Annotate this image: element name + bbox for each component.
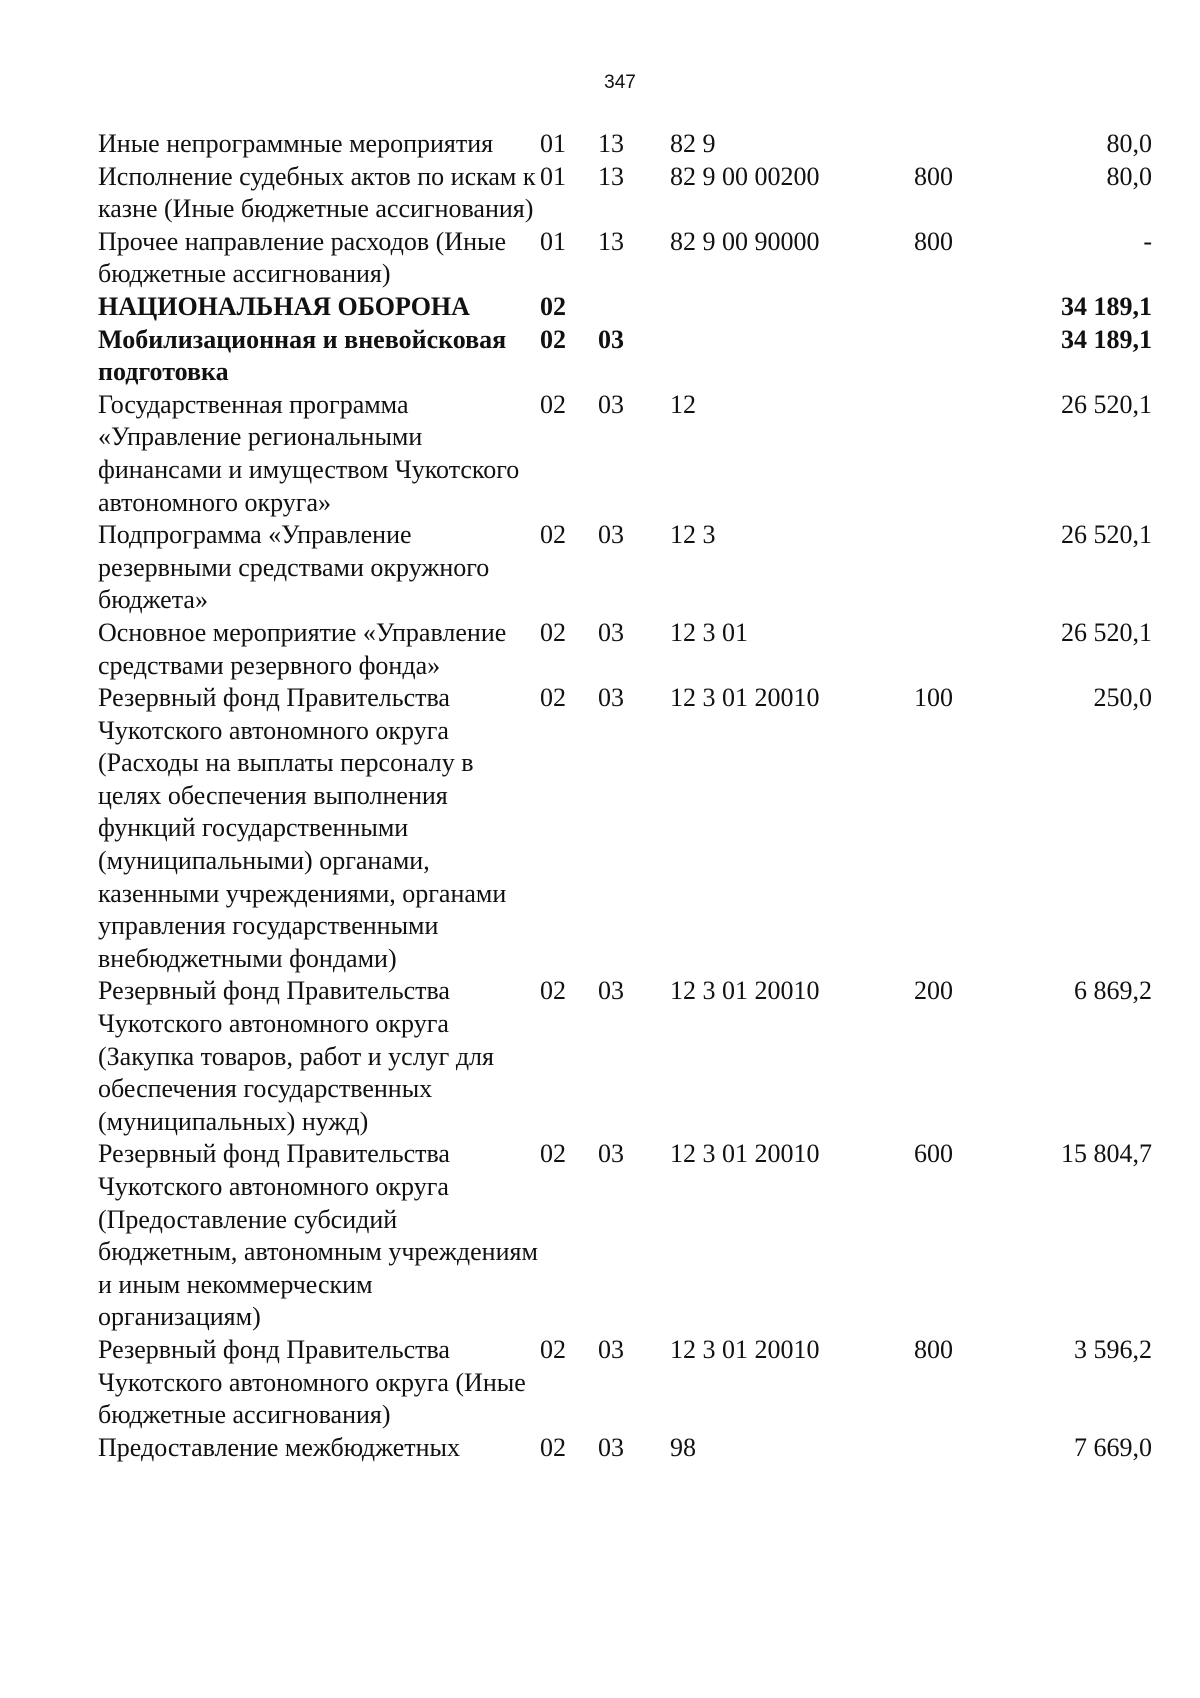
expense-name-cell: Прочее направление расходов (Иные бюджетные ассигнования) — [98, 226, 507, 289]
amount-cell: 3 596,2 — [1074, 1334, 1152, 1364]
subsection-code-cell: 03 — [598, 324, 624, 354]
target-article-cell: 12 3 01 20010 — [670, 976, 820, 1006]
expense-name-cell: Иные непрограммные мероприятия — [98, 129, 494, 158]
expense-name-cell: Резервный фонд Правительства Чукотского автономного округа (Закупка товаров, работ и услуг для обеспечения государственных (муниципальных) нужд) — [98, 976, 494, 1136]
table-row — [98, 161, 1152, 226]
expense-type-cell — [914, 128, 1004, 161]
section-code-cell: 02 — [540, 617, 566, 647]
table-row — [98, 682, 1152, 975]
section-code-cell: 01 — [540, 226, 566, 256]
expense-type-cell — [914, 519, 1004, 617]
amount-cell: 34 189,1 — [1061, 291, 1152, 321]
table-body — [98, 128, 1152, 1464]
target-article-cell: 12 — [670, 389, 696, 419]
expense-type-cell — [914, 1432, 1004, 1465]
expense-type-cell: 100 — [914, 683, 953, 713]
expense-name-cell: Предоставление межбюджетных — [98, 1432, 461, 1462]
subsection-code-cell: 03 — [598, 683, 624, 713]
subsection-code-cell — [598, 291, 670, 324]
section-code-cell: 02 — [540, 1432, 566, 1462]
target-article-cell: 82 9 00 00200 — [670, 161, 820, 191]
section-code-cell: 02 — [540, 1139, 566, 1169]
table-row — [98, 975, 1152, 1138]
subsection-code-cell: 03 — [598, 389, 624, 419]
target-article-cell: 12 3 01 20010 — [670, 1334, 820, 1364]
table-row — [98, 519, 1152, 617]
section-code-cell: 02 — [540, 976, 566, 1006]
expense-name-cell: НАЦИОНАЛЬНАЯ ОБОРОНА — [98, 291, 470, 321]
target-article-cell: 12 3 01 20010 — [670, 1139, 820, 1169]
subsection-code-cell: 13 — [598, 161, 624, 191]
section-code-cell: 02 — [540, 520, 566, 550]
expense-type-cell — [914, 291, 1004, 324]
section-code-cell: 02 — [540, 291, 566, 321]
expense-type-cell: 800 — [914, 1334, 953, 1364]
table-row — [98, 291, 1152, 324]
target-article-cell: 12 3 01 20010 — [670, 683, 820, 713]
amount-cell: - — [1143, 226, 1152, 256]
expense-name-cell: Основное мероприятие «Управление средствами резервного фонда» — [98, 617, 507, 680]
expense-type-cell — [914, 389, 1004, 519]
expense-type-cell: 600 — [914, 1139, 953, 1169]
target-article-cell: 82 9 00 90000 — [670, 226, 820, 256]
amount-cell: 26 520,1 — [1061, 389, 1152, 419]
subsection-code-cell: 13 — [598, 129, 624, 158]
expense-name-cell: Резервный фонд Правительства Чукотского автономного округа (Иные бюджетные ассигнования) — [98, 1334, 526, 1430]
expense-name-cell: Резервный фонд Правительства Чукотского автономного округа (Расходы на выплаты персоналу в целях обеспечения выполнения функций государственными (муниципальными) органами, казенными учреждениями, органами управления государственными внебюджетными фондами) — [98, 683, 507, 973]
subsection-code-cell: 03 — [598, 976, 624, 1006]
section-code-cell: 01 — [540, 161, 566, 191]
page-number: 347 — [604, 72, 636, 93]
amount-cell: 250,0 — [1093, 683, 1152, 713]
expense-type-cell — [914, 324, 1004, 389]
expense-type-cell: 800 — [914, 226, 953, 256]
amount-cell: 34 189,1 — [1061, 324, 1152, 354]
amount-cell: 15 804,7 — [1061, 1139, 1152, 1169]
target-article-cell: 82 9 — [670, 129, 716, 158]
target-article-cell — [670, 324, 914, 389]
table-row — [98, 128, 1152, 161]
subsection-code-cell: 03 — [598, 1334, 624, 1364]
expense-name-cell: Исполнение судебных актов по искам к казне (Иные бюджетные ассигнования) — [98, 161, 536, 224]
amount-cell: 80,0 — [1106, 161, 1152, 191]
section-code-cell: 02 — [540, 389, 566, 419]
section-code-cell: 02 — [540, 1334, 566, 1364]
expense-name-cell: Подпрограмма «Управление резервными средствами окружного бюджета» — [98, 520, 490, 615]
table-row — [98, 1432, 1152, 1465]
amount-cell: 6 869,2 — [1074, 976, 1152, 1006]
amount-cell: 26 520,1 — [1061, 617, 1152, 647]
target-article-cell: 12 3 — [670, 520, 716, 550]
table-row — [98, 389, 1152, 519]
subsection-code-cell: 13 — [598, 226, 624, 256]
expense-type-cell — [914, 617, 1004, 682]
subsection-code-cell: 03 — [598, 1139, 624, 1169]
expense-name-cell: Государственная программа «Управление региональными финансами и имуществом Чукотского автономного округа» — [98, 389, 520, 517]
subsection-code-cell: 03 — [598, 520, 624, 550]
table-row — [98, 617, 1152, 682]
amount-cell: 26 520,1 — [1061, 520, 1152, 550]
expense-name-cell: Мобилизационная и вневойсковая подготовка — [98, 324, 507, 387]
section-code-cell: 02 — [540, 683, 566, 713]
table-row — [98, 1138, 1152, 1334]
target-article-cell — [670, 291, 914, 324]
amount-cell: 7 669,0 — [1074, 1432, 1152, 1462]
expense-name-cell: Резервный фонд Правительства Чукотского автономного округа (Предоставление субсидий бюджетным, автономным учреждениям и иным некоммерческим организациям) — [98, 1139, 538, 1332]
section-code-cell: 01 — [540, 129, 566, 158]
amount-cell: 80,0 — [1106, 129, 1152, 158]
table-row — [98, 324, 1152, 389]
expense-type-cell: 200 — [914, 976, 953, 1006]
target-article-cell: 12 3 01 — [670, 617, 748, 647]
table-row — [98, 1334, 1152, 1432]
subsection-code-cell: 03 — [598, 1432, 624, 1462]
expense-type-cell: 800 — [914, 161, 953, 191]
table-row — [98, 226, 1152, 291]
target-article-cell: 98 — [670, 1432, 696, 1462]
section-code-cell: 02 — [540, 324, 566, 354]
budget-table — [98, 128, 1152, 1464]
subsection-code-cell: 03 — [598, 617, 624, 647]
